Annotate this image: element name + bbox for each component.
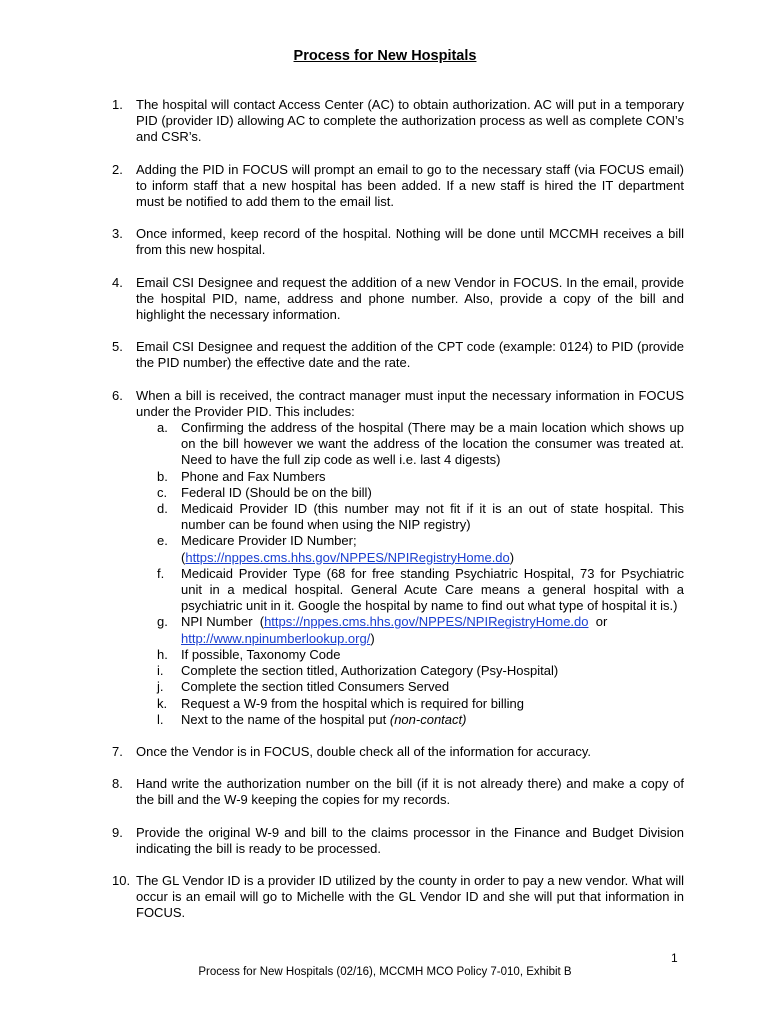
substep-f [136, 566, 684, 615]
substep-g [136, 614, 684, 646]
page-number: 1 [671, 951, 678, 965]
substep-text [181, 712, 684, 728]
substep-text: Medicaid Provider Type (68 for free standing Psychiatric Hospital, 73 for Psychiatric unit in a medical hospital. General Acute Care means a general hospital with a psychiatric unit in it. Google the hospital by name to find out what type of hospital it is.) [181, 565, 684, 614]
step-8 [112, 776, 684, 808]
substep-text: Complete the section titled Consumers Served [181, 679, 450, 695]
substep-letter: b. [157, 468, 168, 484]
step-text: Provide the original W-9 and bill to the claims processor in the Finance and Budget Division indicating the bill is ready to be processed. [136, 824, 684, 856]
step-text: Once informed, keep record of the hospital. Nothing will be done until MCCMH receives a bill from this new hospital. [136, 226, 684, 258]
step-2 [112, 162, 684, 211]
substep-text: If possible, Taxonomy Code [181, 646, 341, 662]
step-5 [112, 339, 684, 371]
substep-h [136, 647, 684, 663]
process-steps-list [112, 97, 684, 938]
substep-text: Medicaid Provider ID (this number may not fit if it is an out of state hospital. This number can be found when using the NIP registry) [181, 501, 684, 533]
step-4 [112, 275, 684, 324]
or-text: or [588, 614, 608, 630]
substep-a [136, 420, 684, 469]
substep-k [136, 696, 684, 712]
step-number: 2. [112, 161, 123, 177]
substep-text: Request a W-9 from the hospital which is required for billing [181, 695, 524, 711]
step-number: 8. [112, 776, 123, 792]
step-text: The hospital will contact Access Center (AC) to obtain authorization. AC will put in a temporary PID (provider ID) allowing AC to complete the authorization process as well as complete CON’s and CSR’s. [136, 97, 684, 145]
substep-letter: e. [157, 533, 168, 549]
substep-letter: a. [157, 420, 168, 436]
substep-l [136, 712, 684, 728]
step-number: 4. [112, 274, 123, 290]
step-9 [112, 825, 684, 857]
npi-registry-link[interactable]: https://nppes.cms.hhs.gov/NPPES/NPIRegistryHome.do [264, 614, 589, 630]
step-text: Once the Vendor is in FOCUS, double check all of the information for accuracy. [136, 743, 591, 759]
substep-letter: d. [157, 501, 168, 517]
step-number: 1. [112, 97, 123, 112]
substep-label: NPI Number ( [181, 614, 265, 630]
substep-letter: l. [157, 711, 164, 727]
step-1 [112, 97, 684, 146]
step-text: Email CSI Designee and request the addition of the CPT code (example: 0124) to PID (provide the PID number) the effective date and the rate. [136, 339, 684, 371]
step-10 [112, 873, 684, 922]
step-6 [112, 388, 684, 728]
substep-text [181, 533, 684, 565]
non-contact-emphasis: (non-contact) [389, 711, 467, 727]
step-number: 6. [112, 387, 123, 403]
substep-label: Next to the name of the hospital put [181, 711, 390, 727]
substep-label: Medicare Provider ID Number; [181, 533, 357, 549]
paren-open: ( [181, 549, 186, 565]
substep-letter: f. [157, 565, 165, 581]
paren-close: ) [370, 630, 375, 646]
substep-text: Federal ID (Should be on the bill) [181, 484, 372, 500]
step-number: 5. [112, 339, 123, 355]
step-text: Hand write the authorization number on the bill (if it is not already there) and make a copy of the bill and the W-9 keeping the copies for my records. [136, 776, 684, 808]
step-3 [112, 226, 684, 258]
substep-letter: k. [157, 695, 168, 711]
substep-letter: i. [157, 663, 164, 679]
substep-letter: h. [157, 646, 168, 662]
page-title: Process for New Hospitals [293, 48, 477, 64]
substep-d [136, 501, 684, 533]
substep-letter: c. [157, 484, 168, 500]
substep-c [136, 485, 684, 501]
step-number: 3. [112, 226, 123, 242]
step-text: The GL Vendor ID is a provider ID utilized by the county in order to pay a new vendor. What will occur is an email will go to Michelle with the GL Vendor ID and she will put that information in FOCUS. [136, 872, 684, 921]
step-7 [112, 744, 684, 760]
substep-letter: g. [157, 614, 168, 630]
substep-text [181, 614, 684, 646]
step-text: Adding the PID in FOCUS will prompt an email to go to the necessary staff (via FOCUS email) to inform staff that a new hospital has been added. If a new staff is hired the IT department must be notified to add them to the email list. [136, 161, 684, 210]
step-text: Email CSI Designee and request the addition of a new Vendor in FOCUS. In the email, provide the hospital PID, name, address and phone number. Also, provide a copy of the bill and highlight the necessary information. [136, 274, 684, 323]
substep-i [136, 663, 684, 679]
step-number: 7. [112, 743, 123, 759]
npi-lookup-link[interactable]: http://www.npinumberlookup.org/ [181, 630, 371, 646]
paren-close: ) [509, 549, 515, 565]
substep-text: Phone and Fax Numbers [181, 468, 326, 484]
substep-text: Confirming the address of the hospital (There may be a main location which shows up on the bill however we want the address of the location the consumer was treated at. Need to have the full zip code as well i.e. last 4 digests) [181, 420, 684, 468]
substep-text: Complete the section titled, Authorization Category (Psy-Hospital) [181, 663, 559, 679]
substep-letter: j. [157, 679, 164, 695]
step-text: When a bill is received, the contract manager must input the necessary information in FOCUS under the Provider PID. This includes: [136, 387, 684, 419]
npi-registry-link[interactable]: https://nppes.cms.hhs.gov/NPPES/NPIRegistryHome.do [185, 549, 510, 565]
page-footer: Process for New Hospitals (02/16), MCCMH MCO Policy 7-010, Exhibit B [198, 966, 572, 978]
substep-b [136, 469, 684, 485]
step-number: 9. [112, 824, 123, 840]
substep-e [136, 533, 684, 565]
substep-j [136, 679, 684, 695]
step-number: 10. [112, 872, 131, 888]
